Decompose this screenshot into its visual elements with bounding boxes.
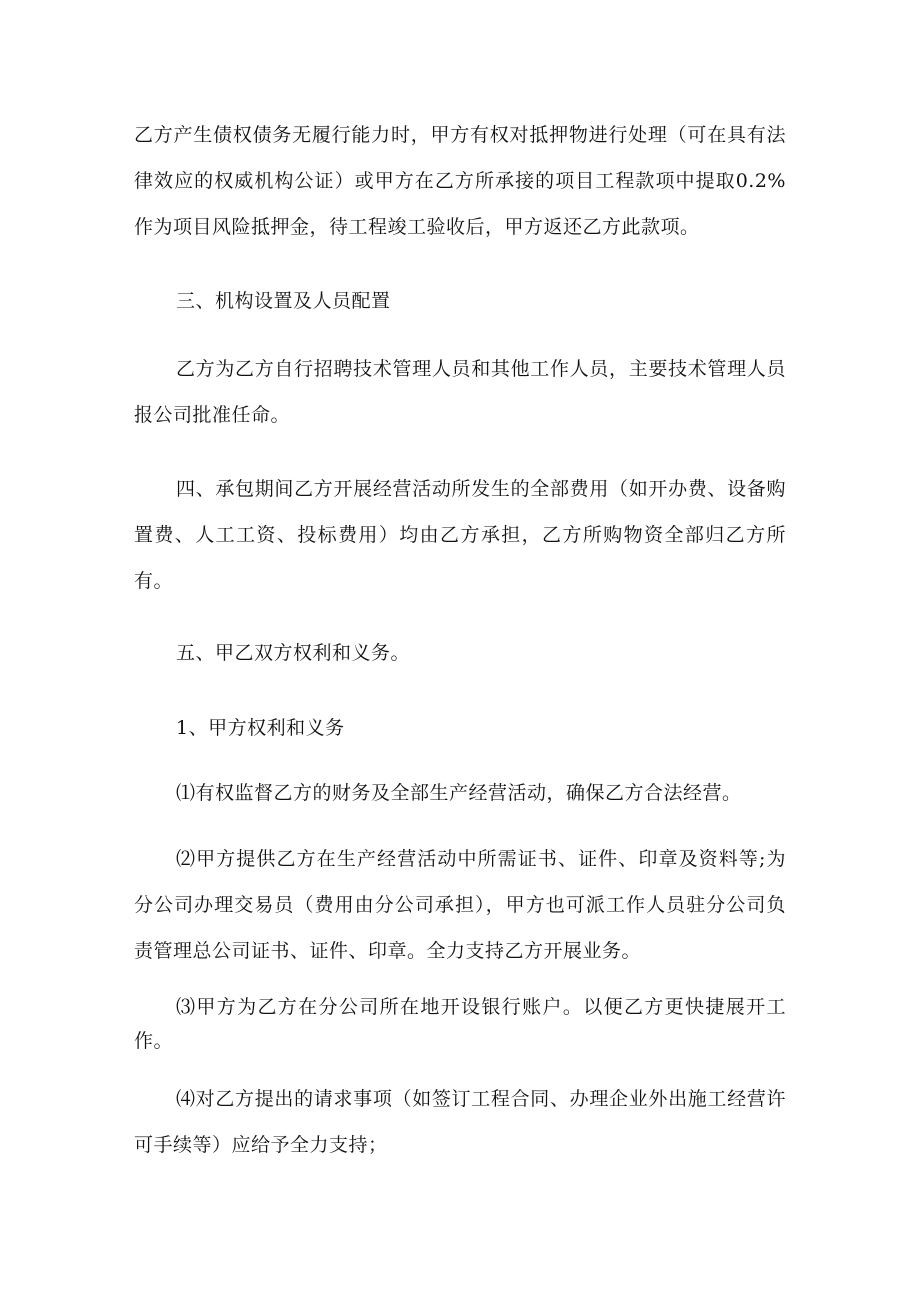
clause-2: ⑵甲方提供乙方在生产经营活动中所需证书、证件、印章及资料等;为分公司办理交易员（费用由分公司承担），甲方也可派工作人员驻分公司负责管理总公司证书、证件、印章。全力支持乙方开展业务。: [134, 848, 786, 962]
paragraph-staffing: 乙方为乙方自行招聘技术管理人员和其他工作人员，主要技术管理人员报公司批准任命。: [134, 358, 786, 426]
clause-1: ⑴有权监督乙方的财务及全部生产经营活动，确保乙方合法经营。: [176, 782, 742, 804]
clause-3: ⑶甲方为乙方在分公司所在地开设银行账户。以便乙方更快捷展开工作。: [134, 996, 786, 1052]
section-heading-5: 五、甲乙双方权利和义务。: [176, 642, 411, 664]
paragraph-continued: 乙方产生债权债务无履行能力时，甲方有权对抵押物进行处理（可在具有法律效应的权威机构公证）或甲方在乙方所承接的项目工程款项中提取0.2%作为项目风险抵押金，待工程竣工验收后，甲方返还乙方此款项。: [134, 124, 786, 238]
subsection-heading-1: 1、甲方权利和义务: [176, 717, 345, 739]
clause-4: ⑷对乙方提出的请求事项（如签订工程合同、办理企业外出施工经营许可手续等）应给予全力支持；: [134, 1088, 786, 1156]
section-heading-3: 三、机构设置及人员配置: [176, 290, 391, 312]
paragraph-expenses: 四、承包期间乙方开展经营活动所发生的全部费用（如开办费、设备购置费、人工工资、投标费用）均由乙方承担，乙方所购物资全部归乙方所有。: [134, 478, 786, 592]
